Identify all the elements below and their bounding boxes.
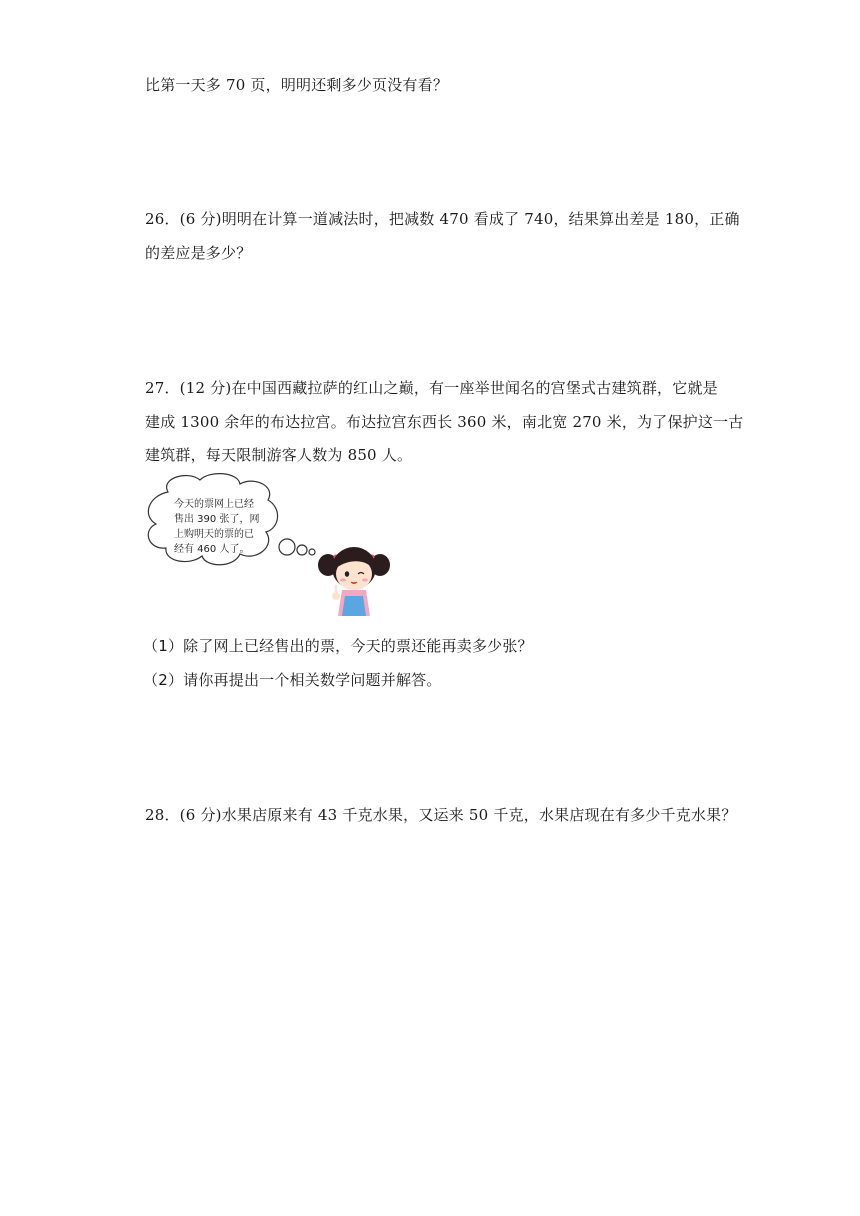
- q26-text-line1: 26．(6 分)明明在计算一道减法时，把减数 470 看成了 740，结果算出差是 180，正确: [145, 210, 740, 228]
- q26-text-line2: 的差应是多少？: [145, 244, 252, 262]
- q27-text-line1: 27．(12 分)在中国西藏拉萨的红山之巅，有一座举世闻名的宫堡式古建筑群，它就是: [145, 379, 718, 397]
- q27-text-line2: 建成 1300 余年的布达拉宫。布达拉宫东西长 360 米，南北宽 270 米，为了保护这一古: [145, 413, 744, 431]
- q25-text: 比第一天多 70 页，明明还剩多少页没有看？: [145, 76, 449, 94]
- q28-text: 28．(6 分)水果店原来有 43 千克水果，又运来 50 千克，水果店现在有多少千克水果？: [145, 806, 737, 824]
- girl-character-icon: [318, 547, 390, 616]
- q27-text-line3: 建筑群，每天限制游客人数为 850 人。: [145, 446, 413, 464]
- bubble-text-line2: 售出 390 张了，网: [174, 514, 260, 525]
- bubble-text-line4: 经有 460 人了。: [174, 544, 250, 555]
- bubble-text-line1: 今天的票网上已经: [174, 499, 254, 510]
- q27-subquestion-1: （1）除了网上已经售出的票，今天的票还能再卖多少张？: [143, 637, 533, 655]
- q27-subquestion-2: （2）请你再提出一个相关数学问题并解答。: [143, 671, 442, 689]
- bubble-text-line3: 上购明天的票的已: [174, 529, 254, 540]
